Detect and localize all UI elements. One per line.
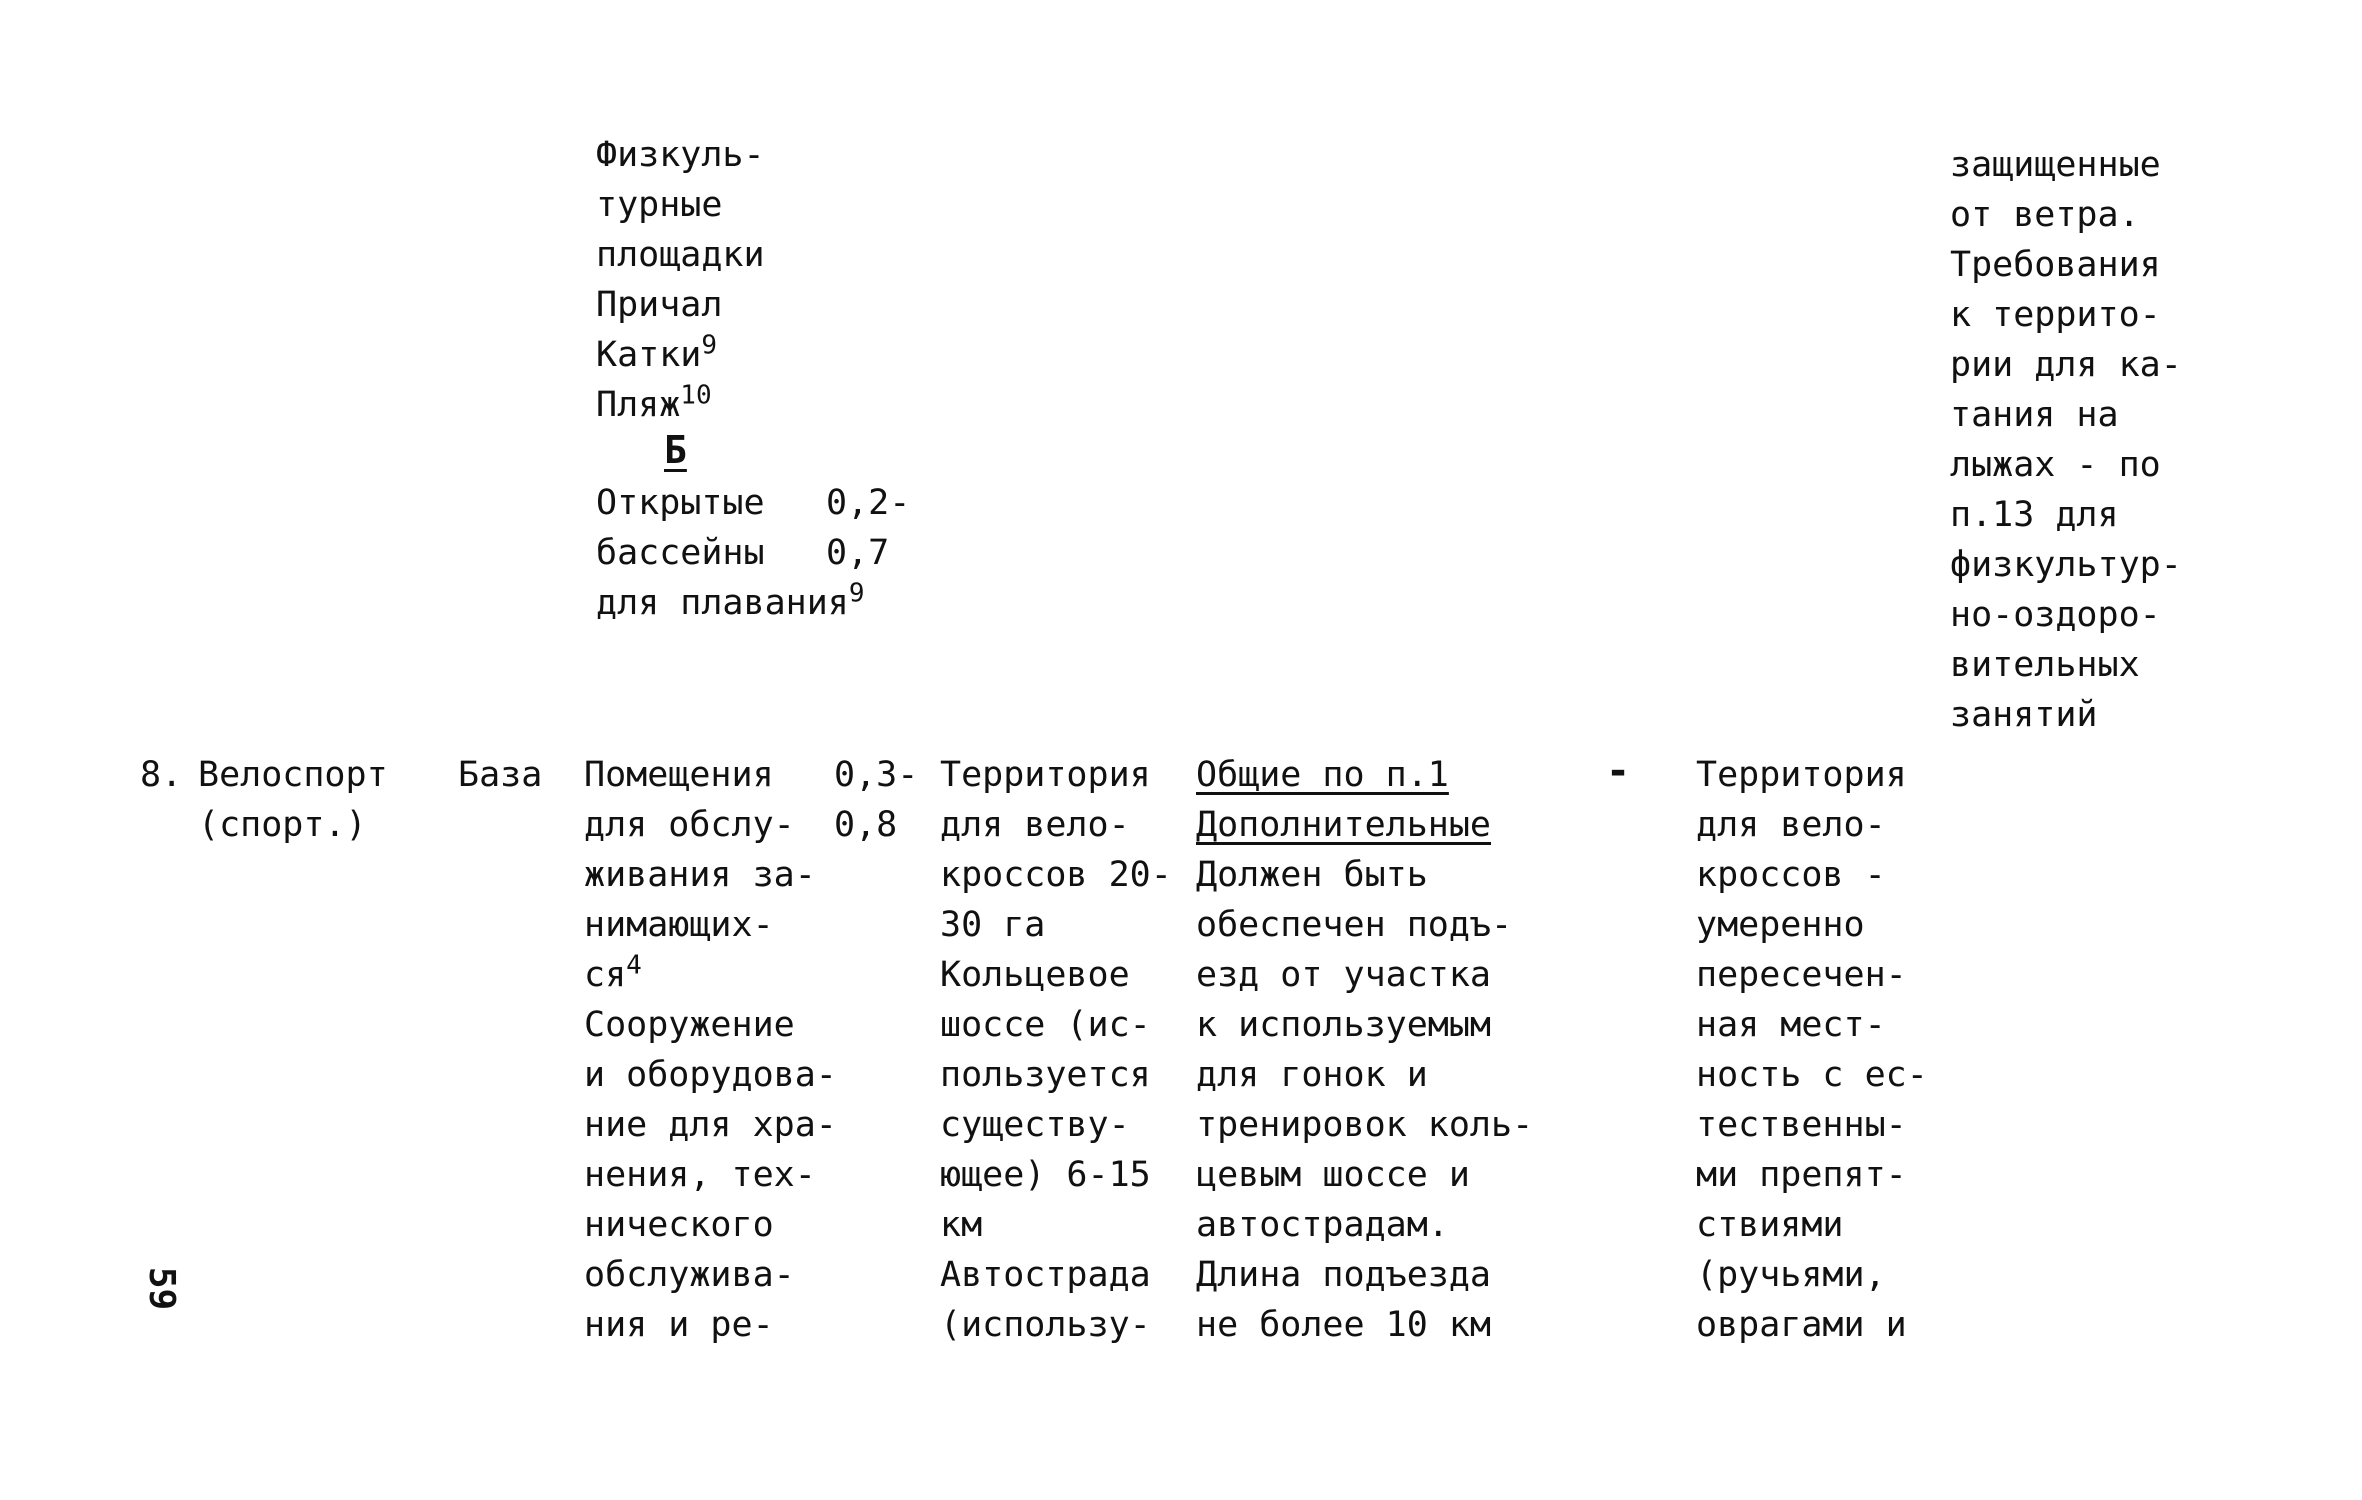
text-line: Кольцевое	[940, 955, 1130, 995]
text-line	[584, 1250, 837, 1300]
line-text: Причал	[596, 285, 723, 325]
text-line: лыжах - по	[1950, 445, 2161, 485]
text-line: езд от участка	[1196, 955, 1492, 995]
text-line	[596, 330, 765, 380]
line-text: нического	[584, 1205, 774, 1245]
line-text: для плавания	[596, 583, 849, 623]
line-text: и оборудова-	[584, 1055, 837, 1095]
text-line	[596, 130, 765, 180]
footnote-ref: 9	[848, 578, 865, 609]
line-text: турные	[596, 185, 723, 225]
text-line: тренировок коль-	[1196, 1105, 1534, 1145]
pool-block	[596, 478, 911, 628]
line-text: нения, тех-	[584, 1155, 816, 1195]
text-line: пересечен-	[1696, 955, 1907, 995]
text-line: п.13 для	[1950, 495, 2119, 535]
requirements-additional: Дополнительные	[1196, 805, 1492, 845]
text-line	[584, 1300, 837, 1350]
text-line: Велоспорт	[198, 755, 388, 795]
text-line	[584, 750, 919, 800]
text-line	[584, 1050, 837, 1100]
line-text: для обслу-	[584, 805, 795, 845]
text-line: 30 га	[940, 905, 1046, 945]
line-value: 0,8	[834, 805, 898, 845]
line-text: ся	[584, 955, 627, 995]
text-line: тественны-	[1696, 1105, 1907, 1145]
text-line	[596, 280, 765, 330]
text-line: но-оздоро-	[1950, 595, 2161, 635]
text-line: Требования	[1950, 245, 2161, 285]
text-line: существу-	[940, 1105, 1130, 1145]
line-value: 0,2-	[826, 483, 911, 523]
facilities-list	[596, 130, 765, 430]
text-line: для вело-	[1696, 805, 1886, 845]
right-notes	[1950, 140, 2182, 740]
text-line: обеспечен подъ-	[1196, 905, 1513, 945]
text-line: для вело-	[940, 805, 1130, 845]
text-line: (спорт.)	[198, 805, 367, 845]
terrain-column	[1696, 750, 1928, 1350]
text-line: Территория	[1696, 755, 1907, 795]
line-text: Физкуль-	[596, 135, 765, 175]
text-line: кроссов 20-	[940, 855, 1172, 895]
footnote-ref: 9	[701, 330, 718, 361]
text-line: Территория	[940, 755, 1151, 795]
row-number: 8.	[140, 755, 183, 795]
line-value: 0,7	[826, 533, 890, 573]
text-line	[596, 230, 765, 280]
text-line: Длина подъезда	[1196, 1255, 1492, 1295]
line-text: бассейны	[596, 533, 765, 573]
text-line: ми препят-	[1696, 1155, 1907, 1195]
text-line	[584, 850, 837, 900]
text-line: шоссе (ис-	[940, 1005, 1151, 1045]
line-text: Сооружение	[584, 1005, 795, 1045]
text-line: к используемым	[1196, 1005, 1492, 1045]
text-line: Автострада	[940, 1255, 1151, 1295]
text-line: кроссов -	[1696, 855, 1886, 895]
text-line: защищенные	[1950, 145, 2161, 185]
text-line: пользуется	[940, 1055, 1151, 1095]
text-line: ность с ес-	[1696, 1055, 1928, 1095]
text-line	[596, 528, 890, 578]
line-text: ние для хра-	[584, 1105, 837, 1145]
line-text: Катки	[596, 335, 702, 375]
text-line: к террито-	[1950, 295, 2161, 335]
line-text: площадки	[596, 235, 765, 275]
text-line: вительных	[1950, 645, 2140, 685]
text-line	[584, 1100, 837, 1150]
footnote-ref: 4	[626, 950, 642, 981]
footnote-ref: 10	[680, 380, 712, 411]
text-line: оврагами и	[1696, 1305, 1907, 1345]
line-text: Помещения	[584, 755, 774, 795]
text-line	[584, 1150, 837, 1200]
text-line: Должен быть	[1196, 855, 1428, 895]
text-line: физкультур-	[1950, 545, 2182, 585]
line-text: ния и ре-	[584, 1305, 774, 1345]
text-line: для гонок и	[1196, 1055, 1428, 1095]
requirements-column	[1196, 750, 1533, 1350]
text-line: не более 10 км	[1196, 1305, 1492, 1345]
text-line: (ручьями,	[1696, 1255, 1886, 1295]
text-line: ная мест-	[1696, 1005, 1886, 1045]
sport-name	[198, 750, 388, 850]
line-text: живания за-	[584, 855, 816, 895]
territory-column	[940, 750, 1172, 1350]
text-line	[584, 1000, 837, 1050]
page-number: 59	[141, 1266, 183, 1311]
line-text: обслужива-	[584, 1255, 795, 1295]
text-line	[584, 1200, 837, 1250]
text-line	[596, 380, 765, 430]
empty-cell-dash: -	[1606, 748, 1631, 794]
line-text: нимающих-	[584, 905, 774, 945]
text-line	[596, 578, 865, 628]
text-line: рии для ка-	[1950, 345, 2182, 385]
text-line	[596, 478, 911, 528]
text-line	[596, 180, 765, 230]
text-line: цевым шоссе и	[1196, 1155, 1470, 1195]
line-value: 0,3-	[834, 755, 919, 795]
section-label: Б	[664, 428, 687, 472]
text-line: занятий	[1950, 695, 2098, 735]
text-line: умеренно	[1696, 905, 1865, 945]
text-line	[584, 950, 837, 1000]
text-line: тания на	[1950, 395, 2119, 435]
text-line	[584, 900, 837, 950]
text-line: ющее) 6-15	[940, 1155, 1151, 1195]
premises-column	[584, 750, 919, 1350]
facility-type: База	[458, 755, 543, 795]
text-line: автострадам.	[1196, 1205, 1449, 1245]
text-line	[584, 800, 898, 850]
text-line: ствиями	[1696, 1205, 1844, 1245]
text-line: км	[940, 1205, 983, 1245]
line-text: Пляж	[596, 385, 681, 425]
requirements-general: Общие по п.1	[1196, 755, 1449, 795]
text-line: от ветра.	[1950, 195, 2140, 235]
line-text: Открытые	[596, 483, 765, 523]
text-line: (использу-	[940, 1305, 1151, 1345]
